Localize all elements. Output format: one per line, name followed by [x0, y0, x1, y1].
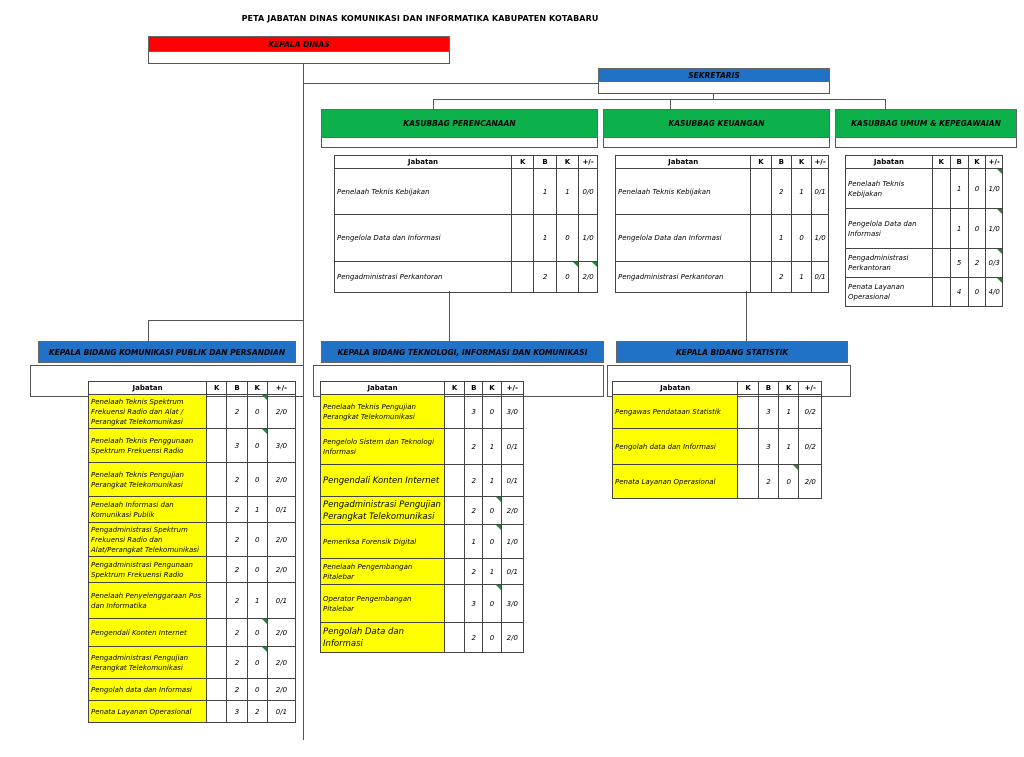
k-cell [207, 497, 227, 523]
table-row [846, 278, 1003, 307]
k2-cell: 0 [483, 623, 501, 653]
k2-cell: 1 [556, 169, 578, 215]
comment-marker-icon [997, 209, 1002, 214]
k-cell [511, 215, 533, 262]
k-cell [445, 497, 465, 525]
pm-cell: 3/0 [501, 395, 523, 429]
column-header: K [779, 382, 799, 395]
pm-cell: 2/0 [579, 262, 598, 293]
comment-marker-icon [262, 647, 267, 652]
pm-cell: 0/0 [579, 169, 598, 215]
k2-cell: 0 [968, 209, 986, 249]
b-cell: 5 [950, 249, 968, 278]
pm-cell: 1/0 [986, 169, 1003, 209]
bidang-statistik-box: KEPALA BIDANG STATISTIK [616, 341, 848, 363]
comment-marker-icon [997, 249, 1002, 254]
pm-cell: 0/1 [501, 559, 523, 585]
jabatan-cell: Penelaah Teknis Spektrum Frekuensi Radio dan Alat / Perangkat Telekomunikasi [89, 395, 207, 429]
column-header: Jabatan [321, 382, 445, 395]
b-cell: 2 [227, 679, 247, 701]
k-cell [751, 262, 771, 293]
k2-cell: 1 [483, 465, 501, 497]
table-row [321, 395, 524, 429]
b-cell: 2 [771, 169, 791, 215]
table-row [846, 249, 1003, 278]
statistik-table [612, 381, 822, 499]
k-cell [207, 463, 227, 497]
column-header: Jabatan [616, 156, 751, 169]
k2-cell: 1 [483, 429, 501, 465]
jabatan-cell: Pengadministrasi Spektrum Frekuensi Radio dan Alat/Perangkat Telekomunikasi [89, 523, 207, 557]
comment-marker-icon [793, 465, 798, 470]
k2-cell: 2 [968, 249, 986, 278]
k2-cell: 0 [247, 429, 267, 463]
table-row [89, 523, 296, 557]
b-cell: 2 [465, 429, 483, 465]
comment-marker-icon [262, 395, 267, 400]
connector-kominfo [148, 320, 303, 321]
pm-cell: 0/1 [267, 497, 295, 523]
b-cell: 1 [534, 215, 556, 262]
k2-cell: 0 [483, 497, 501, 525]
connector-umum [885, 99, 886, 109]
column-header: +/- [799, 382, 822, 395]
jabatan-cell: Pengelolo Sistem dan Teknologi Informasi [321, 429, 445, 465]
k-cell [207, 679, 227, 701]
k-cell [738, 465, 758, 499]
column-header: +/- [812, 156, 829, 169]
jabatan-cell: Pengadministrasi Perkantoran [616, 262, 751, 293]
jabatan-cell: Pengelola Data dan Informasi [846, 209, 933, 249]
column-header: K [511, 156, 533, 169]
k-cell [511, 262, 533, 293]
table-row [321, 525, 524, 559]
jabatan-cell: Penelaah Teknis Kebijakan [335, 169, 512, 215]
k-cell [445, 585, 465, 623]
b-cell: 2 [227, 523, 247, 557]
k-cell [207, 557, 227, 583]
jabatan-cell: Pengolah Data dan Informasi [321, 623, 445, 653]
k2-cell: 1 [483, 559, 501, 585]
k-cell [511, 169, 533, 215]
kominfo-table [88, 381, 296, 723]
k-cell [445, 395, 465, 429]
b-cell: 2 [227, 647, 247, 679]
column-header: Jabatan [335, 156, 512, 169]
table-row [321, 465, 524, 497]
k2-cell: 0 [247, 463, 267, 497]
k-cell [207, 429, 227, 463]
b-cell: 3 [465, 395, 483, 429]
k2-cell: 1 [247, 583, 267, 619]
b-cell: 3 [758, 429, 778, 465]
b-cell: 3 [227, 429, 247, 463]
comment-marker-icon [573, 262, 578, 267]
table-row [335, 215, 598, 262]
connector-kominfo-down [148, 320, 149, 341]
jabatan-cell: Penelaah Teknis Penggunaan Spektrum Frekuensi Radio [89, 429, 207, 463]
sekretaris-box: SEKRETARIS [598, 68, 830, 82]
comment-marker-icon [496, 585, 501, 590]
pm-cell: 3/0 [501, 585, 523, 623]
table-row [335, 169, 598, 215]
jabatan-cell: Pengolah data dan Informasi [89, 679, 207, 701]
table-row [846, 169, 1003, 209]
column-header: K [791, 156, 811, 169]
comment-marker-icon [997, 169, 1002, 174]
kasubbag-perencanaan-box: KASUBBAG PERENCANAAN [321, 109, 598, 138]
k2-cell: 0 [556, 215, 578, 262]
pm-cell: 2/0 [267, 679, 295, 701]
connector-perencanaan [433, 99, 434, 109]
jabatan-cell: Pengadministrasi Perkantoran [846, 249, 933, 278]
column-header: Jabatan [613, 382, 738, 395]
pm-cell: 2/0 [501, 497, 523, 525]
k2-cell: 0 [247, 523, 267, 557]
column-header: K [932, 156, 950, 169]
sekretaris-underbox [598, 82, 830, 94]
jabatan-cell: Penelaah Pengembangan Pitalebar [321, 559, 445, 585]
k2-cell: 0 [483, 395, 501, 429]
column-header: +/- [501, 382, 523, 395]
table-row [89, 497, 296, 523]
table-row [613, 429, 822, 465]
connector-teknologi [449, 291, 450, 341]
column-header: +/- [267, 382, 295, 395]
pm-cell: 1/0 [579, 215, 598, 262]
b-cell: 1 [465, 525, 483, 559]
k2-cell: 1 [791, 169, 811, 215]
k2-cell: 0 [968, 169, 986, 209]
k-cell [932, 209, 950, 249]
k-cell [738, 429, 758, 465]
pm-cell: 1/0 [986, 209, 1003, 249]
column-header: B [771, 156, 791, 169]
comment-marker-icon [997, 278, 1002, 283]
jabatan-cell: Penelaah Teknis Pengujian Perangkat Telekomunikasi [321, 395, 445, 429]
k2-cell: 0 [247, 679, 267, 701]
table-row [89, 557, 296, 583]
table-row [616, 215, 829, 262]
pm-cell: 0/3 [986, 249, 1003, 278]
b-cell: 2 [227, 497, 247, 523]
jabatan-cell: Pemeriksa Forensik Digital [321, 525, 445, 559]
pm-cell: 0/1 [812, 262, 829, 293]
pm-cell: 0/1 [267, 583, 295, 619]
k2-cell: 0 [483, 525, 501, 559]
pm-cell: 2/0 [501, 623, 523, 653]
connector-statistik [746, 291, 747, 341]
table-row [89, 395, 296, 429]
pm-cell: 0/1 [812, 169, 829, 215]
comment-marker-icon [592, 262, 597, 267]
k2-cell: 0 [791, 215, 811, 262]
table-row [321, 429, 524, 465]
k-cell [207, 647, 227, 679]
k2-cell: 0 [247, 557, 267, 583]
jabatan-cell: Penata Layanan Operasional [613, 465, 738, 499]
k2-cell: 0 [483, 585, 501, 623]
b-cell: 2 [227, 463, 247, 497]
jabatan-cell: Penelaah Informasi dan Komunikasi Publik [89, 497, 207, 523]
b-cell: 2 [227, 395, 247, 429]
table-row [89, 429, 296, 463]
k-cell [207, 395, 227, 429]
kasubbag-perencanaan-underbox [321, 138, 598, 148]
column-header: K [968, 156, 986, 169]
column-header: B [227, 382, 247, 395]
table-row [89, 463, 296, 497]
column-header: K [207, 382, 227, 395]
kepala-dinas-box: KEPALA DINAS [148, 36, 450, 52]
table-row [321, 623, 524, 653]
jabatan-cell: Penata Layanan Operasional [89, 701, 207, 723]
jabatan-cell: Pengawas Pendataan Statistik [613, 395, 738, 429]
b-cell: 3 [465, 585, 483, 623]
table-row [321, 559, 524, 585]
pm-cell: 2/0 [267, 619, 295, 647]
k-cell [445, 525, 465, 559]
pm-cell: 0/2 [799, 395, 822, 429]
b-cell: 2 [227, 557, 247, 583]
k-cell [445, 559, 465, 585]
table-row [321, 497, 524, 525]
b-cell: 2 [227, 619, 247, 647]
table-row [89, 647, 296, 679]
pm-cell: 0/1 [267, 701, 295, 723]
bidang-kominfo-box: KEPALA BIDANG KOMUNIKASI PUBLIK DAN PERSANDIAN [38, 341, 296, 363]
jabatan-cell: Pengadministrasi Perkantoran [335, 262, 512, 293]
jabatan-cell: Pengolah data dan Informasi [613, 429, 738, 465]
kasubbag-umum-underbox [835, 138, 1017, 148]
pm-cell: 2/0 [267, 523, 295, 557]
table-row [89, 619, 296, 647]
pm-cell: 2/0 [267, 647, 295, 679]
jabatan-cell: Penata Layanan Operasional [846, 278, 933, 307]
teknologi-table [320, 381, 524, 653]
column-header: +/- [986, 156, 1003, 169]
main-connector [303, 64, 304, 740]
column-header: B [465, 382, 483, 395]
k2-cell: 0 [247, 619, 267, 647]
pm-cell: 2/0 [799, 465, 822, 499]
b-cell: 2 [465, 559, 483, 585]
connector-sekretaris [303, 83, 598, 84]
table-row [89, 701, 296, 723]
jabatan-cell: Pengadministrasi Pengujian Perangkat Telekomunikasi [321, 497, 445, 525]
jabatan-cell: Penelaah Teknis Pengujian Perangkat Telekomunikasi [89, 463, 207, 497]
k2-cell: 1 [779, 429, 799, 465]
pm-cell: 0/1 [501, 465, 523, 497]
jabatan-cell: Penelaah Teknis Kebijakan [616, 169, 751, 215]
b-cell: 2 [465, 623, 483, 653]
page-title: PETA JABATAN DINAS KOMUNIKASI DAN INFORMATIKA KABUPATEN KOTABARU [241, 14, 599, 23]
table-row [89, 583, 296, 619]
column-header: K [247, 382, 267, 395]
b-cell: 1 [534, 169, 556, 215]
b-cell: 2 [758, 465, 778, 499]
kepala-dinas-underbox [148, 52, 450, 64]
k-cell [751, 215, 771, 262]
k2-cell: 1 [791, 262, 811, 293]
jabatan-cell: Pengadministrasi Pengunaan Spektrum Frekuensi Radio [89, 557, 207, 583]
column-header: +/- [579, 156, 598, 169]
b-cell: 2 [227, 583, 247, 619]
k2-cell: 0 [779, 465, 799, 499]
column-header: K [483, 382, 501, 395]
umum-table [845, 155, 1003, 307]
k-cell [738, 395, 758, 429]
k-cell [932, 169, 950, 209]
b-cell: 4 [950, 278, 968, 307]
jabatan-cell: Pengendali Konten Internet [89, 619, 207, 647]
k-cell [445, 623, 465, 653]
b-cell: 1 [950, 209, 968, 249]
b-cell: 2 [771, 262, 791, 293]
k-cell [932, 278, 950, 307]
pm-cell: 1/0 [501, 525, 523, 559]
table-row [321, 585, 524, 623]
pm-cell: 0/1 [501, 429, 523, 465]
b-cell: 3 [227, 701, 247, 723]
column-header: Jabatan [89, 382, 207, 395]
k2-cell: 0 [247, 395, 267, 429]
column-header: B [758, 382, 778, 395]
pm-cell: 1/0 [812, 215, 829, 262]
table-row [89, 679, 296, 701]
jabatan-cell: Pengendali Konten Internet [321, 465, 445, 497]
k2-cell: 1 [779, 395, 799, 429]
b-cell: 2 [465, 465, 483, 497]
pm-cell: 2/0 [267, 463, 295, 497]
k-cell [207, 701, 227, 723]
connector-keuangan [670, 99, 671, 109]
k-cell [445, 429, 465, 465]
k2-cell: 0 [968, 278, 986, 307]
table-row [616, 262, 829, 293]
k2-cell: 0 [247, 647, 267, 679]
pm-cell: 2/0 [267, 557, 295, 583]
pm-cell: 2/0 [267, 395, 295, 429]
jabatan-cell: Pengadministrasi Pengujian Perangkat Telekomunikasi [89, 647, 207, 679]
k-cell [207, 523, 227, 557]
comment-marker-icon [496, 525, 501, 530]
k-cell [207, 583, 227, 619]
k2-cell: 0 [556, 262, 578, 293]
table-row [613, 465, 822, 499]
b-cell: 2 [465, 497, 483, 525]
column-header: K [738, 382, 758, 395]
k-cell [932, 249, 950, 278]
k-cell [445, 465, 465, 497]
jabatan-cell: Pengelola Data dan Informasi [616, 215, 751, 262]
comment-marker-icon [496, 497, 501, 502]
k2-cell: 1 [247, 497, 267, 523]
connector-kasubbag-bar [433, 99, 885, 100]
b-cell: 3 [758, 395, 778, 429]
column-header: K [751, 156, 771, 169]
pm-cell: 0/2 [799, 429, 822, 465]
column-header: K [556, 156, 578, 169]
table-row [616, 169, 829, 215]
jabatan-cell: Penelaah Teknis Kebijakan [846, 169, 933, 209]
jabatan-cell: Penelaah Penyelenggaraan Pos dan Informatika [89, 583, 207, 619]
column-header: K [445, 382, 465, 395]
column-header: B [534, 156, 556, 169]
jabatan-cell: Pengelola Data dan Informasi [335, 215, 512, 262]
column-header: Jabatan [846, 156, 933, 169]
b-cell: 1 [950, 169, 968, 209]
kasubbag-keuangan-box: KASUBBAG KEUANGAN [603, 109, 830, 138]
keuangan-table [615, 155, 829, 293]
k-cell [751, 169, 771, 215]
pm-cell: 4/0 [986, 278, 1003, 307]
comment-marker-icon [262, 429, 267, 434]
jabatan-cell: Operator Pengembangan Pitalebar [321, 585, 445, 623]
kasubbag-umum-box: KASUBBAG UMUM & KEPEGAWAIAN [835, 109, 1017, 138]
k2-cell: 2 [247, 701, 267, 723]
table-row [846, 209, 1003, 249]
k-cell [207, 619, 227, 647]
column-header: B [950, 156, 968, 169]
table-row [613, 395, 822, 429]
pm-cell: 3/0 [267, 429, 295, 463]
table-row [335, 262, 598, 293]
kasubbag-keuangan-underbox [603, 138, 830, 148]
b-cell: 1 [771, 215, 791, 262]
comment-marker-icon [262, 619, 267, 624]
bidang-teknologi-box: KEPALA BIDANG TEKNOLOGI, INFORMASI DAN KOMUNIKASI [321, 341, 604, 363]
perencanaan-table [334, 155, 598, 293]
b-cell: 2 [534, 262, 556, 293]
